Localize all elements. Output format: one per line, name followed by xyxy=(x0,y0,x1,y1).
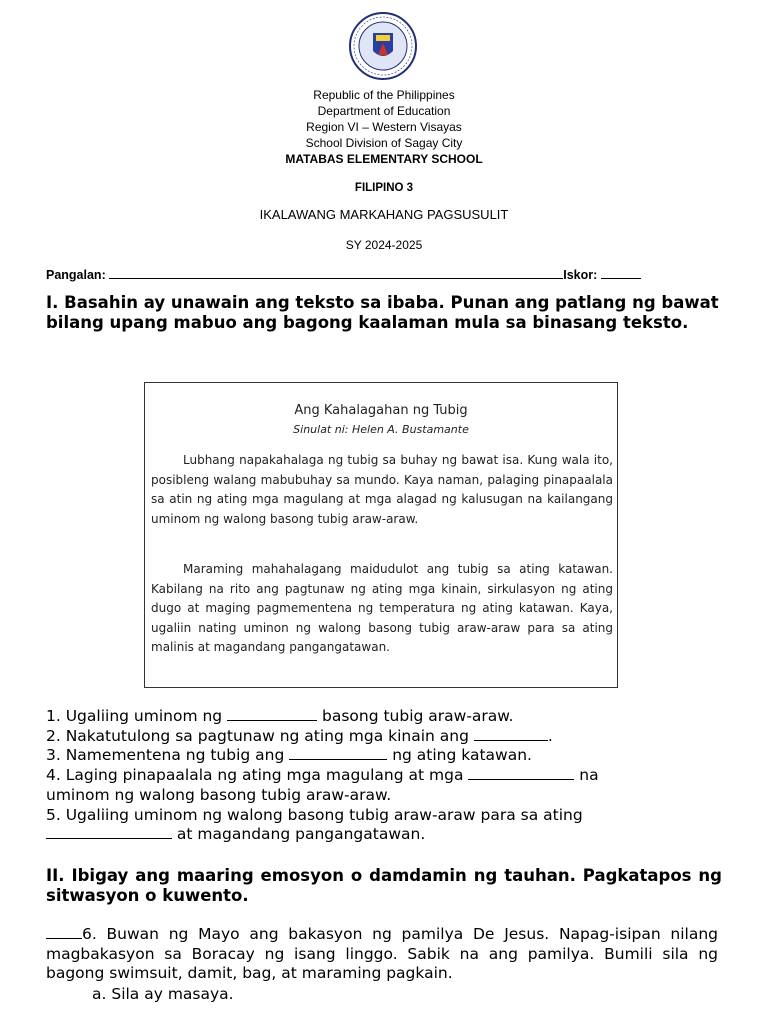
item-1: 1. Ugaliing uminom ng basong tubig araw-araw. xyxy=(46,707,514,725)
division-line: School Division of Sagay City xyxy=(305,136,463,150)
passage-title: Ang Kahalagahan ng Tubig xyxy=(294,403,468,418)
answer-blank[interactable] xyxy=(46,825,172,839)
item-2: 2. Nakatutulong sa pagtunaw ng ating mga kinain ang . xyxy=(46,726,553,745)
answer-blank[interactable] xyxy=(227,707,317,721)
answer-blank[interactable] xyxy=(289,746,387,760)
item-5: 5. Ugaliing uminom ng walong basong tubig araw-araw para sa ating xyxy=(46,805,583,824)
item-4-continued: uminom ng walong basong tubig araw-araw. xyxy=(46,785,392,804)
item-5-continued: at magandang pangangatawan. xyxy=(46,825,736,845)
letterhead xyxy=(0,87,768,167)
passage-author: Sinulat ni: Helen A. Bustamante xyxy=(293,423,469,436)
question-6 xyxy=(46,925,718,984)
passage-paragraph: Lubhang napakahalaga ng tubig sa buhay ng bawat isa. Kung wala ito, posibleng walang mabubuhay sa mundo. Kaya naman, palaging pinapaalala sa atin ng ating mga magulang at mga alagad ng kalusugan na kailangang uminom ng walong basong tubig araw-araw. xyxy=(151,453,613,526)
passage-paragraph: Maraming mahahalagang maidudulot ang tubig sa ating katawan. Kabilang na rito ang pagtunaw ng ating mga kinain, sirkulasyon ng ating dugo at maging pagmementena ng temperatura ng ating katawan. Kaya, ugaliin nating uminon ng walong basong tubig araw-araw para sa ating malinis at magandang pangangatawan. xyxy=(151,562,613,655)
subject-title: FILIPINO 3 xyxy=(354,182,414,194)
name-score-line xyxy=(46,267,641,282)
republic-line: Republic of the Philippines xyxy=(313,88,455,102)
score-blank[interactable] xyxy=(601,267,641,279)
answer-blank[interactable] xyxy=(474,727,548,741)
region-line: Region VI – Western Visayas xyxy=(306,120,462,134)
school-name: MATABAS ELEMENTARY SCHOOL xyxy=(285,152,483,166)
score-label: Iskor: xyxy=(563,268,598,282)
question-6-text: 6. Buwan ng Mayo ang bakasyon ng pamilya De Jesus. Napag-isipan nilang magbakasyon sa Boracay ng isang linggo. Sabik na ang pamilya. Bumili sila ng bagong swimsuit, damit, bag, at maraming pagkain. xyxy=(46,925,718,983)
option-a[interactable]: a. Sila ay masaya. xyxy=(92,985,234,1003)
department-line: Department of Education xyxy=(317,104,451,118)
answer-blank[interactable] xyxy=(468,766,574,780)
deped-seal-logo xyxy=(346,11,420,81)
item-4: 4. Laging pinapaalala ng ating mga magulang at mga na xyxy=(46,766,599,785)
answer-blank[interactable] xyxy=(46,925,82,939)
part1-instruction: I. Basahin ay unawain ang teksto sa ibaba. Punan ang patlang ng bawat bilang upang mabuo ang bagong kaalaman mula sa binasang teksto. xyxy=(46,293,719,332)
school-year: SY 2024-2025 xyxy=(345,238,423,252)
name-blank[interactable] xyxy=(109,267,563,279)
reading-passage-box xyxy=(144,382,618,688)
name-label: Pangalan: xyxy=(46,268,106,282)
part2-instruction: II. Ibigay ang maaring emosyon o damdamin ng tauhan. Pagkatapos ng sitwasyon o kuwento. xyxy=(46,866,722,905)
fill-in-items xyxy=(46,707,736,845)
exam-title: IKALAWANG MARKAHANG PAGSUSULIT xyxy=(259,207,509,222)
item-3: 3. Namementena ng tubig ang ng ating katawan. xyxy=(46,746,532,765)
